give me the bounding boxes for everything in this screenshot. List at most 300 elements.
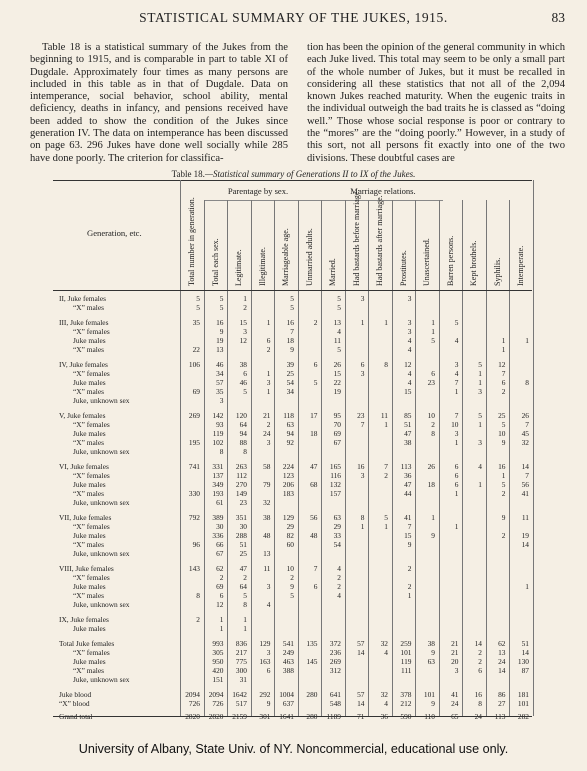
table-cell: 6: [313, 582, 318, 591]
table-cell: 27: [498, 699, 506, 708]
table-cell: 11: [521, 513, 529, 522]
table-cell: 292: [259, 690, 271, 699]
table-cell: 101: [400, 648, 412, 657]
table-cell: 7: [360, 420, 365, 429]
table-cell: 12: [239, 336, 247, 345]
table-cell: 193: [212, 489, 224, 498]
table-cell: 24: [474, 712, 482, 721]
table-cell: 57: [216, 378, 224, 387]
table-cell: 113: [494, 712, 506, 721]
table-cell: 351: [235, 513, 247, 522]
table-cell: 1641: [279, 712, 294, 721]
table-cell: 836: [235, 639, 247, 648]
table-cell: 300: [235, 666, 247, 675]
table-cell: 145: [306, 657, 318, 666]
table-cell: 57: [357, 639, 365, 648]
table-cell: 2: [478, 657, 482, 666]
table-cell: 9: [290, 582, 294, 591]
table-cell: 6: [431, 369, 435, 378]
table-cell: 67: [216, 549, 224, 558]
table-cell: 7: [525, 420, 529, 429]
row-label: “X” females: [73, 573, 110, 582]
table-cell: 54: [286, 378, 294, 387]
table-cell: 420: [212, 666, 224, 675]
table-cell: 1: [266, 369, 271, 378]
table-cell: 48: [310, 531, 318, 540]
table-cell: 14: [357, 648, 365, 657]
table-cell: 8: [219, 447, 224, 456]
table-cell: 101: [423, 690, 435, 699]
table-cell: 4: [384, 648, 388, 657]
table-cell: 15: [333, 369, 341, 378]
table-cell: 775: [235, 657, 247, 666]
table-cell: 120: [235, 411, 247, 420]
table-cell: 2: [431, 420, 435, 429]
table-cell: 14: [521, 540, 529, 549]
table-cell: 69: [192, 387, 200, 396]
table-cell: 30: [239, 522, 247, 531]
row-label: “X” females: [73, 648, 110, 657]
table-cell: 1: [243, 624, 247, 633]
table-cell: 1: [219, 624, 224, 633]
column-header-7: Had bastards before marriage.: [351, 189, 361, 286]
table-cell: 6: [454, 462, 459, 471]
body-paragraph-left: Table 18 is a statistical summary of the Jukes from the beginning to 1915, and is comparable in part to table XI of Dugdale. Approximately four times as many persons are included in this table as in that of Dugdale. Data on intemperance, social behavior, school ability, mental deficiency, deaths in infancy, and pensions received have been added to show the condition of the Jukes since generation IV. The data on intemperance has been discussed on page 63. 296 Jukes have done well socially while 285 have done poorly. The criterion for classifica-: [30, 42, 288, 164]
table-cell: 45: [521, 429, 529, 438]
table-cell: 1: [501, 336, 506, 345]
table-cell: 21: [263, 411, 271, 420]
table-cell: 336: [212, 531, 224, 540]
table-cell: 101: [517, 699, 529, 708]
table-cell: 2: [313, 318, 318, 327]
column-header-5: Unmarried adults.: [304, 228, 314, 286]
table-row: [53, 438, 532, 447]
body-text: [30, 42, 565, 164]
table-cell: 14: [521, 648, 529, 657]
table-cell: 165: [329, 462, 341, 471]
table-row: [53, 471, 532, 480]
table-cell: 4: [337, 591, 341, 600]
table-cell: 541: [282, 639, 294, 648]
table-row: [53, 420, 532, 429]
table-cell: 58: [263, 462, 271, 471]
column-header-11: Barren persons.: [445, 235, 455, 286]
page-number: 83: [551, 10, 565, 25]
table-cell: 3: [454, 666, 459, 675]
table-cell: 288: [235, 531, 247, 540]
row-label: “X” males: [73, 303, 104, 312]
table-cell: 5: [290, 294, 294, 303]
row-label: Juke, unknown sex: [73, 675, 130, 684]
table-cell: 23: [357, 411, 365, 420]
table-cell: 548: [329, 699, 341, 708]
table-cell: 69: [216, 582, 224, 591]
table-cell: 25: [239, 549, 247, 558]
table-cell: 61: [216, 498, 224, 507]
table-cell: 301: [259, 712, 271, 721]
table-cell: 47: [404, 429, 412, 438]
table-cell: 142: [212, 411, 224, 420]
table-cell: 2820: [208, 712, 224, 721]
table-row: [53, 480, 532, 489]
table-cell: 4: [407, 378, 412, 387]
table-cell: 34: [216, 369, 224, 378]
table-cell: 5: [290, 303, 294, 312]
row-label: Juke males: [73, 657, 106, 666]
table-cell: 163: [259, 657, 271, 666]
table-cell: 1004: [279, 690, 294, 699]
table-cell: 18: [310, 429, 318, 438]
table-cell: 7: [501, 369, 506, 378]
table-caption-prefix: Table 18.: [171, 169, 205, 179]
table-cell: 5: [243, 387, 247, 396]
table-cell: 157: [329, 489, 341, 498]
table-cell: 116: [330, 471, 341, 480]
table-cell: 63: [286, 420, 294, 429]
table-cell: 14: [357, 699, 365, 708]
row-label: V, Juke females: [59, 411, 106, 420]
body-paragraph-right: tion has been the opinion of the general community in which each Juke lived. This total may seem to be only a small part of the whole number of Jukes, but it must be recalled in considering all these statistics that not all of the 2,094 known Jukes reached maturity. When the eugenic traits in the individual outweigh the bad traits he is classed as “doing well.” Those whose social response is poor or contrary to the “mores” are the “doing poorly.” However, in a study of this sort, not all persons fit exactly into one of the two divisions. These doubtful cases are: [307, 42, 565, 164]
table-cell: 6: [501, 378, 506, 387]
table-cell: 4: [407, 369, 412, 378]
table-cell: 9: [431, 648, 435, 657]
table-cell: 8: [478, 699, 482, 708]
table-cell: 2: [337, 573, 341, 582]
row-label: “X” males: [73, 591, 104, 600]
table-cell: 2: [196, 615, 200, 624]
table-cell: 9: [501, 513, 506, 522]
table-cell: 331: [212, 462, 224, 471]
row-label: Juke males: [73, 582, 106, 591]
table-top-rule: [53, 180, 532, 181]
table-cell: 19: [216, 336, 224, 345]
table-cell: 389: [212, 513, 224, 522]
table-cell: 21: [451, 639, 459, 648]
table-cell: 71: [357, 712, 365, 721]
table-cell: 263: [235, 462, 247, 471]
table-cell: 1: [384, 420, 388, 429]
table-cell: 41: [404, 513, 412, 522]
table-caption: [0, 169, 587, 179]
row-label: Juke, unknown sex: [73, 498, 130, 507]
table-cell: 149: [235, 489, 247, 498]
table-cell: 1: [525, 336, 529, 345]
table-cell: 641: [329, 690, 341, 699]
table-cell: 34: [286, 387, 294, 396]
table-cell: 15: [404, 387, 412, 396]
table-cell: 11: [380, 411, 388, 420]
table-cell: 1: [454, 438, 459, 447]
row-label: Juke males: [73, 531, 106, 540]
table-cell: 3: [360, 471, 365, 480]
row-label: VI, Juke females: [59, 462, 109, 471]
table-row: [53, 294, 532, 303]
table-cell: 86: [498, 690, 506, 699]
table-row: [53, 657, 532, 666]
table-row: [53, 600, 532, 609]
table-cell: 378: [400, 690, 412, 699]
table-cell: 143: [188, 564, 200, 573]
table-cell: 38: [239, 360, 247, 369]
table-cell: 54: [333, 540, 341, 549]
table-cell: 12: [404, 360, 412, 369]
table-cell: 51: [239, 540, 247, 549]
table-cell: 38: [404, 438, 412, 447]
table-cell: 1: [360, 318, 365, 327]
row-label: “X” females: [73, 369, 110, 378]
table-cell: 30: [216, 522, 224, 531]
table-cell: 110: [424, 712, 435, 721]
table-row: [53, 411, 532, 420]
table-cell: 19: [333, 387, 341, 396]
table-cell: 32: [380, 690, 388, 699]
row-label: Juke males: [73, 429, 106, 438]
table-cell: 24: [263, 429, 271, 438]
table-cell: 38: [427, 639, 435, 648]
row-label: “X” males: [73, 666, 104, 675]
table-cell: 118: [283, 411, 294, 420]
table-cell: 1: [478, 480, 482, 489]
table-cell: 2: [266, 420, 271, 429]
table-row: [53, 369, 532, 378]
table-cell: 3: [266, 438, 271, 447]
table-cell: 206: [282, 480, 294, 489]
table-cell: 113: [400, 462, 412, 471]
table-cell: 305: [212, 648, 224, 657]
table-cell: 96: [192, 540, 200, 549]
table-cell: 32: [263, 498, 271, 507]
table-row: [53, 582, 532, 591]
column-header-12: Kept brothels.: [469, 240, 478, 286]
table-cell: 11: [333, 336, 341, 345]
table-row: [53, 639, 532, 648]
table-cell: 8: [384, 360, 388, 369]
table-cell: 726: [212, 699, 224, 708]
table-cell: 280: [306, 690, 318, 699]
table-cell: 32: [380, 639, 388, 648]
table-cell: 16: [357, 462, 365, 471]
table-cell: 4: [337, 564, 341, 573]
table-row: [53, 378, 532, 387]
table-row: [53, 549, 532, 558]
table-cell: 29: [286, 522, 294, 531]
table-cell: 24: [498, 657, 506, 666]
table-cell: 17: [310, 411, 318, 420]
table-cell: 1: [384, 318, 388, 327]
table-cell: 32: [521, 438, 529, 447]
table-cell: 4: [384, 699, 388, 708]
table-cell: 8: [243, 447, 247, 456]
table-cell: 123: [282, 471, 294, 480]
table-cell: 5: [219, 303, 224, 312]
table-cell: 8: [196, 591, 200, 600]
table-cell: 112: [236, 471, 247, 480]
table-cell: 93: [216, 420, 224, 429]
table-cell: 8: [431, 429, 435, 438]
table-cell: 51: [404, 420, 412, 429]
table-cell: 4: [478, 462, 482, 471]
table-cell: 282: [517, 712, 529, 721]
table-cell: 2: [501, 387, 506, 396]
table-cell: 94: [239, 429, 247, 438]
table-cell: 236: [329, 648, 341, 657]
table-cell: 2: [243, 573, 247, 582]
table-cell: 11: [263, 564, 271, 573]
table-cell: 217: [235, 648, 247, 657]
table-cell: 1: [478, 378, 482, 387]
table-cell: 26: [427, 462, 435, 471]
row-label: III, Juke females: [59, 318, 109, 327]
table-cell: 950: [212, 657, 224, 666]
table-bottom-rule: [53, 716, 532, 717]
table-cell: 13: [498, 648, 506, 657]
table-cell: 137: [212, 471, 224, 480]
table-cell: 349: [212, 480, 224, 489]
table-cell: 47: [239, 564, 247, 573]
table-cell: 5: [290, 591, 294, 600]
table-cell: 6: [219, 591, 224, 600]
table-cell: 388: [282, 666, 294, 675]
table-row: [53, 690, 532, 699]
table-row: [53, 675, 532, 684]
running-header: [0, 10, 587, 30]
table-cell: 16: [474, 690, 482, 699]
table-cell: 8: [360, 513, 365, 522]
table-cell: 119: [212, 429, 224, 438]
table-row: [53, 336, 532, 345]
table-cell: 280: [306, 712, 318, 721]
table-cell: 6: [313, 360, 318, 369]
table-row: [53, 615, 532, 624]
row-label: Juke males: [73, 378, 106, 387]
table-cell: 119: [400, 657, 412, 666]
table-cell: 2094: [185, 690, 200, 699]
table-cell: 1: [431, 318, 435, 327]
table-cell: 259: [400, 639, 412, 648]
row-label: Juke males: [73, 480, 106, 489]
table-cell: 64: [239, 582, 247, 591]
header-bottom-rule: [53, 290, 532, 291]
table-cell: 132: [329, 480, 341, 489]
table-cell: 3: [360, 369, 365, 378]
table-cell: 22: [192, 345, 200, 354]
table-cell: 6: [454, 471, 459, 480]
table-cell: 1: [243, 615, 247, 624]
table-cell: 38: [263, 513, 271, 522]
table-row: [53, 648, 532, 657]
table-cell: 463: [282, 657, 294, 666]
table-cell: 1189: [326, 712, 341, 721]
table-cell: 10: [451, 420, 459, 429]
table-cell: 2094: [208, 690, 224, 699]
row-label: Juke blood: [59, 690, 92, 699]
group-header-parentage: Parentage by sex.: [227, 186, 289, 196]
table-cell: 269: [329, 657, 341, 666]
table-cell: 56: [521, 480, 529, 489]
table-cell: 1: [266, 387, 271, 396]
table-cell: 5: [501, 480, 506, 489]
column-header-4: Marriageable age.: [281, 228, 290, 286]
table-row: [53, 318, 532, 327]
table-cell: 5: [454, 318, 459, 327]
table-cell: 3: [243, 327, 247, 336]
table-cell: 13: [333, 318, 341, 327]
table-cell: 13: [263, 549, 271, 558]
table-cell: 64: [239, 420, 247, 429]
table-cell: 5: [243, 591, 247, 600]
table-row: [53, 564, 532, 573]
row-label: “X” males: [73, 438, 104, 447]
table-cell: 270: [235, 480, 247, 489]
table-cell: 2: [407, 582, 412, 591]
table-cell: 57: [357, 690, 365, 699]
table-cell: 14: [521, 462, 529, 471]
column-header-2: Legitimate.: [234, 249, 243, 286]
table-cell: 13: [216, 345, 224, 354]
row-label: “X” blood: [59, 699, 90, 708]
table-cell: 36: [380, 712, 388, 721]
row-label: “X” males: [73, 540, 104, 549]
table-cell: 2: [266, 345, 271, 354]
table-cell: 590: [400, 712, 412, 721]
table-row: [53, 591, 532, 600]
table-cell: 2: [501, 531, 506, 540]
table-cell: 62: [216, 564, 224, 573]
table-cell: 224: [282, 462, 294, 471]
table-row: [53, 360, 532, 369]
table-cell: 1: [431, 513, 435, 522]
row-label: Juke males: [73, 624, 106, 633]
table-cell: 726: [188, 699, 200, 708]
row-label: Juke, unknown sex: [73, 549, 130, 558]
column-header-14: Intemperate.: [516, 245, 525, 286]
table-cell: 10: [498, 429, 506, 438]
table-cell: 372: [329, 639, 341, 648]
column-header-1: Total each sex.: [210, 238, 220, 286]
table-cell: 7: [290, 327, 294, 336]
table-cell: 88: [239, 438, 247, 447]
table-cell: 3: [454, 429, 459, 438]
table-cell: 44: [404, 489, 412, 498]
row-label: Juke, unknown sex: [73, 447, 130, 456]
table-cell: 5: [431, 336, 435, 345]
table-cell: 5: [337, 345, 341, 354]
table-cell: 4: [454, 369, 459, 378]
table-cell: 1: [219, 615, 224, 624]
table-row: [53, 513, 532, 522]
table-cell: 33: [333, 531, 341, 540]
table-row: [53, 327, 532, 336]
table-cell: 330: [188, 489, 200, 498]
table-cell: 82: [286, 531, 294, 540]
table-cell: 741: [188, 462, 200, 471]
table-row: [53, 498, 532, 507]
column-header-10: Unascertained.: [422, 238, 431, 286]
table-cell: 46: [216, 360, 224, 369]
table-cell: 19: [521, 531, 529, 540]
table-cell: 94: [286, 429, 294, 438]
table-cell: 15: [239, 318, 247, 327]
table-cell: 35: [216, 387, 224, 396]
column-header-3: Illegitimate.: [257, 247, 267, 286]
table-cell: 195: [188, 438, 200, 447]
table-cell: 5: [478, 360, 482, 369]
row-label: “X” females: [73, 327, 110, 336]
table-cell: 85: [404, 411, 412, 420]
table-cell: 8: [525, 378, 529, 387]
table-cell: 9: [431, 531, 435, 540]
row-label: “X” males: [73, 387, 104, 396]
